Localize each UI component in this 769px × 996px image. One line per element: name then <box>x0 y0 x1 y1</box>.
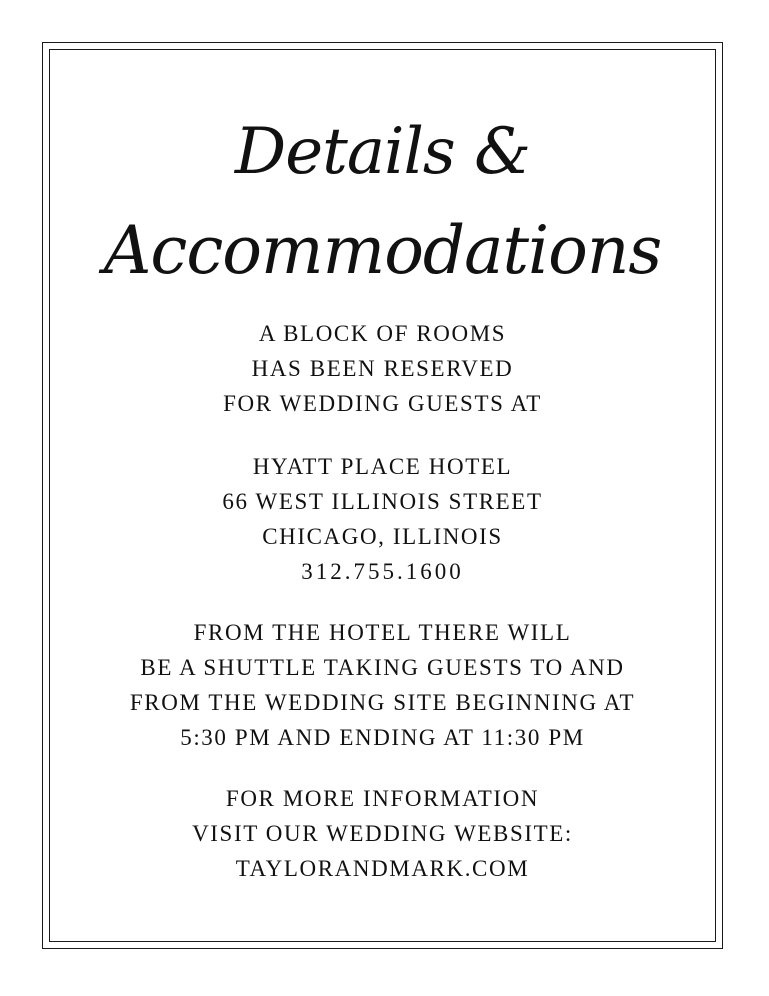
shuttle-line: FROM THE HOTEL THERE WILL <box>193 620 572 645</box>
shuttle-line: 5:30 PM AND ENDING AT 11:30 PM <box>180 725 585 750</box>
room-block-line: HAS BEEN RESERVED <box>251 356 514 381</box>
shuttle-line: FROM THE WEDDING SITE BEGINNING AT <box>129 690 636 715</box>
info-line: VISIT OUR WEDDING WEBSITE: <box>192 821 573 846</box>
shuttle-line: BE A SHUTTLE TAKING GUESTS TO AND <box>140 655 625 680</box>
hotel-address <box>49 449 716 589</box>
info-line: FOR MORE INFORMATION <box>225 786 540 811</box>
title-line-1: Details & <box>234 115 531 189</box>
more-info <box>49 781 716 886</box>
hotel-city: CHICAGO, ILLINOIS <box>262 524 503 549</box>
room-block-line: A BLOCK OF ROOMS <box>258 321 507 346</box>
website-link: TAYLORANDMARK.COM <box>235 856 530 881</box>
room-block-text <box>49 316 716 421</box>
shuttle-info <box>49 615 716 755</box>
hotel-street: 66 WEST ILLINOIS STREET <box>222 489 543 514</box>
title-line-2: Accommodations <box>103 212 662 289</box>
hotel-name: HYATT PLACE HOTEL <box>252 454 513 479</box>
room-block-line: FOR WEDDING GUESTS AT <box>223 391 542 416</box>
hotel-phone: 312.755.1600 <box>301 559 464 584</box>
